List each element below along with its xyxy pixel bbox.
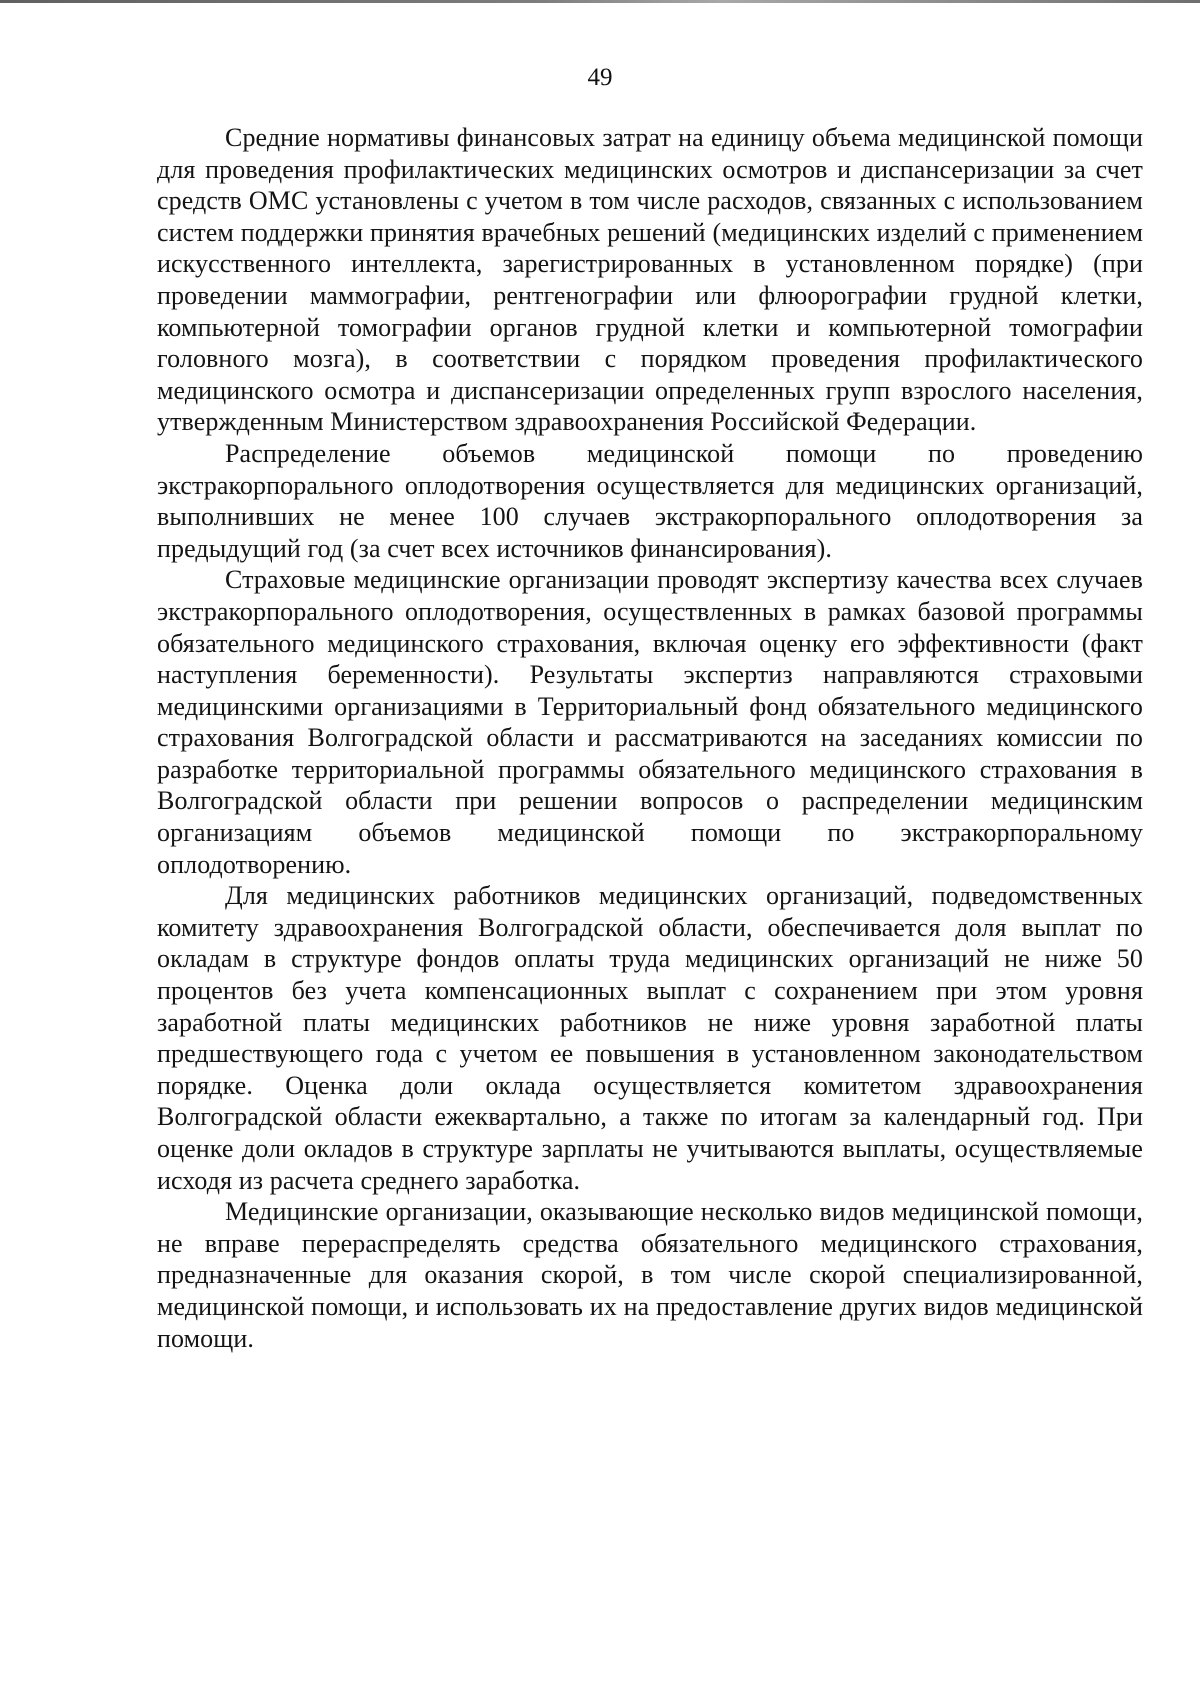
scan-top-edge [0,0,1200,3]
document-body [157,122,1143,1354]
paragraph-ivf-quality-expertise: Страховые медицинские организации проводят экспертизу качества всех случаев экстракорпорального оплодотворения, осуществленных в рамках базовой программы обязательного медицинского страхования, включая оценку его эффективности (факт наступления беременности). Результаты экспертиз направляются страховыми медицинскими организациями в Территориальный фонд обязательного медицинского страхования Волгоградской области и рассматриваются на заседаниях комиссии по разработке территориальной программы обязательного медицинского страхования в Волгоградской области при решении вопросов о распределении медицинским организациям объемов медицинской помощи по экстракорпоральному оплодотворению. [157,565,1143,879]
paragraph-funds-reallocation: Медицинские организации, оказывающие несколько видов медицинской помощи, не вправе перераспределять средства обязательного медицинского страхования, предназначенные для оказания скорой, в том числе скорой специализированной, медицинской помощи, и использовать их на предоставление других видов медицинской помощи. [157,1197,1143,1353]
paragraph-salary-share: Для медицинских работников медицинских организаций, подведомственных комитету здравоохранения Волгоградской области, обеспечивается доля выплат по окладам в структуре фондов оплаты труда медицинских организаций не ниже 50 процентов без учета компенсационных выплат с сохранением при этом уровня заработной платы медицинских работников не ниже уровня заработной платы предшествующего года с учетом ее повышения в установленном законодательством порядке. Оценка доли оклада осуществляется комитетом здравоохранения Волгоградской области ежеквартально, а также по итогам за календарный год. При оценке доли окладов в структуре зарплаты не учитываются выплаты, осуществляемые исходя из расчета среднего заработка. [157,881,1143,1195]
paragraph-screening-cost-norms: Средние нормативы финансовых затрат на единицу объема медицинской помощи для проведения профилактических медицинских осмотров и диспансеризации за счет средств ОМС установлены с учетом в том числе расходов, связанных с использованием систем поддержки принятия врачебных решений (медицинских изделий с применением искусственного интеллекта, зарегистрированных в установленном порядке) (при проведении маммографии, рентгенографии или флюорографии грудной клетки, компьютерной томографии органов грудной клетки и компьютерной томографии головного мозга), в соответствии с порядком проведения профилактического медицинского осмотра и диспансеризации определенных групп взрослого населения, утвержденным Министерством здравоохранения Российской Федерации. [157,123,1143,437]
page-number: 49 [587,64,613,91]
paragraph-ivf-volume-distribution: Распределение объемов медицинской помощи по проведению экстракорпорального оплодотворения осуществляется для медицинских организаций, выполнивших не менее 100 случаев экстракорпорального оплодотворения за предыдущий год (за счет всех источников финансирования). [157,438,1143,563]
